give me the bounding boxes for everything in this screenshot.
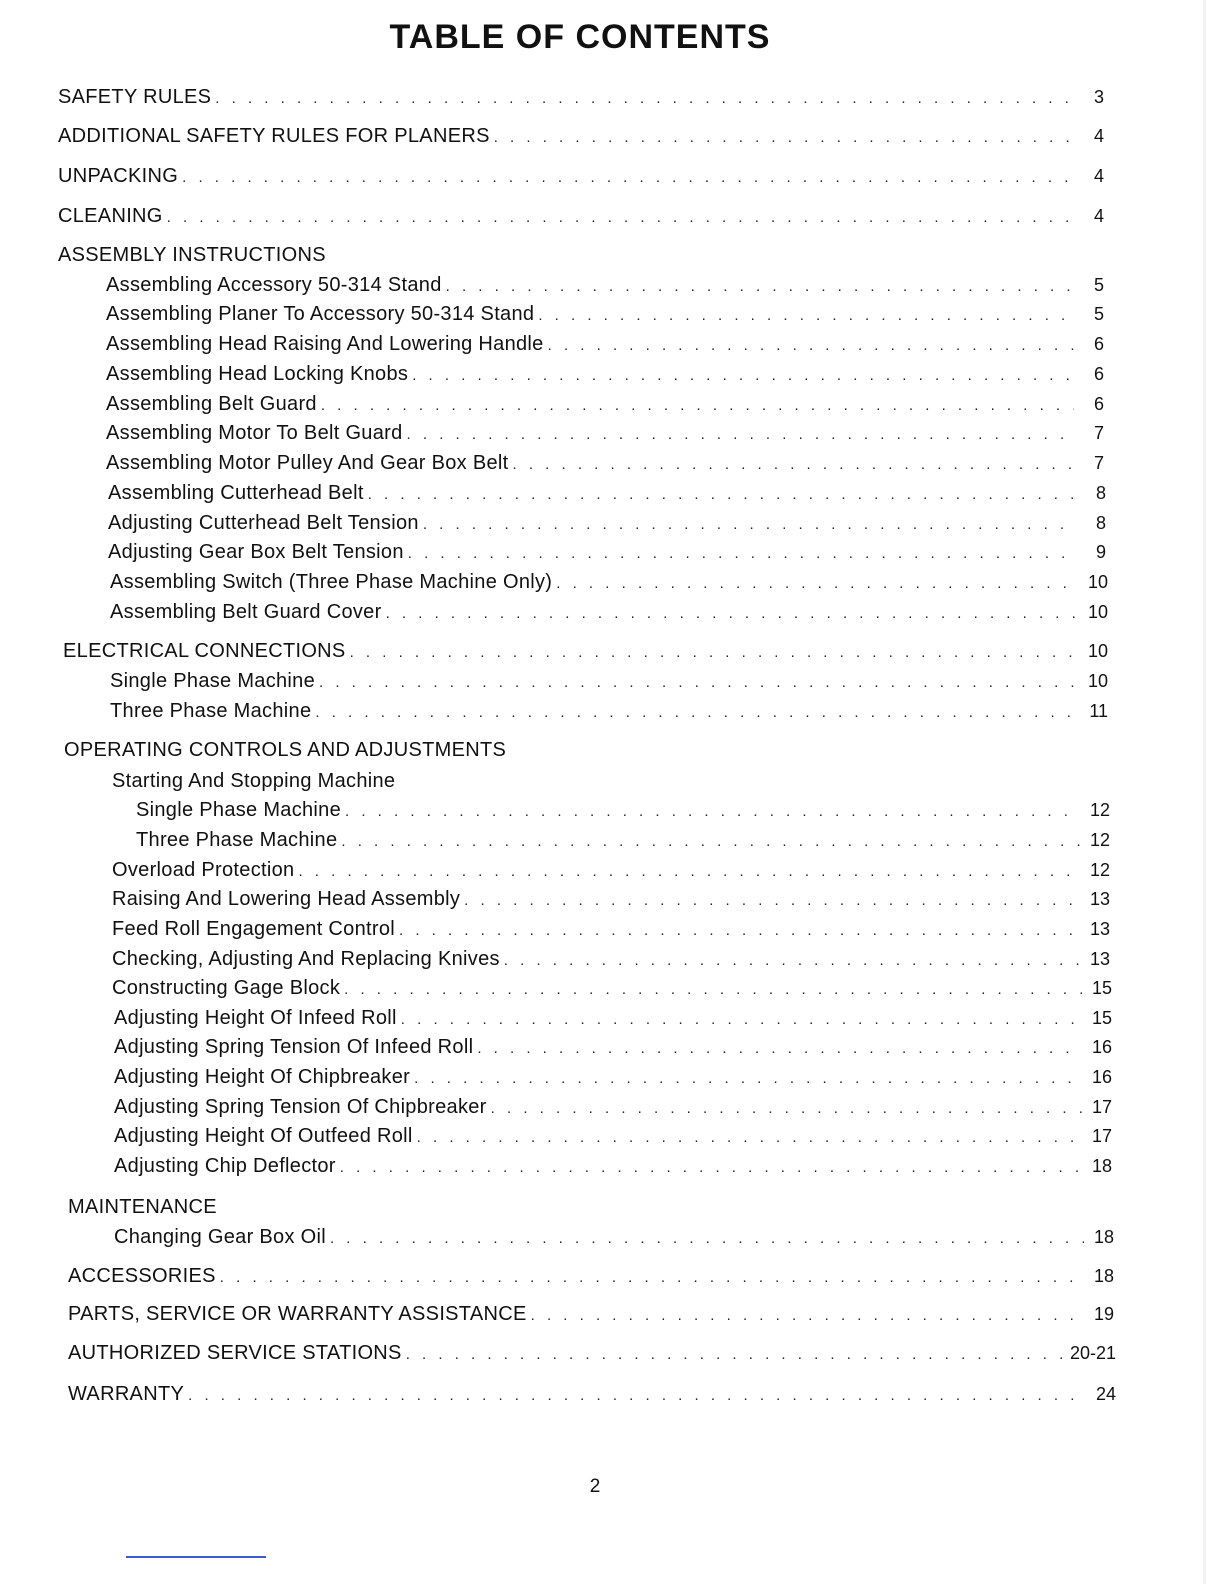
toc-entry-page: 17 [1091,1097,1112,1117]
toc-entry [112,888,1110,911]
toc-entry [106,422,1104,445]
toc-entry [136,829,1110,852]
toc-entry-page: 15 [1091,978,1112,998]
toc-entry [110,601,1108,624]
dot-leader [504,952,1080,969]
toc-entry-page: 7 [1093,453,1104,473]
toc-entry-page: 13 [1089,919,1110,939]
dot-leader [340,1159,1082,1176]
page-edge-shadow [1203,0,1206,1584]
toc-entry-label: Adjusting Chip Deflector [114,1155,336,1177]
toc-entry-page: 12 [1089,830,1110,850]
dot-leader [406,1346,1066,1363]
toc-entry-label: ACCESSORIES [68,1265,216,1287]
toc-entry-label: Checking, Adjusting And Replacing Knives [112,948,500,970]
toc-entry-page: 13 [1089,889,1110,909]
toc-entry-page: 4 [1093,166,1104,186]
toc-entry [108,512,1106,535]
toc-entry-label: Adjusting Height Of Chipbreaker [114,1066,411,1088]
dot-leader [556,575,1078,592]
toc-entry-label: Adjusting Spring Tension Of Infeed Roll [114,1036,474,1058]
toc-entry [68,1342,1116,1365]
toc-entry-label: Constructing Gage Block [112,977,341,999]
toc-entry [68,1303,1114,1326]
toc-entry-label: Three Phase Machine [136,829,338,851]
toc-entry-label: PARTS, SERVICE OR WARRANTY ASSISTANCE [68,1303,527,1325]
toc-entry-label: Adjusting Height Of Infeed Roll [114,1007,397,1029]
toc-entry-page: 5 [1093,275,1104,295]
dot-leader [412,367,1074,384]
dot-leader [368,486,1076,503]
toc-entry-page: 19 [1093,1304,1114,1324]
toc-entry-label: Assembling Belt Guard Cover [110,601,382,623]
toc-entry-label: ADDITIONAL SAFETY RULES FOR PLANERS [58,125,490,147]
toc-entry [114,1007,1112,1030]
toc-entry-label: Assembling Cutterhead Belt [108,482,364,504]
toc-entry [110,700,1108,723]
dot-leader [548,337,1074,354]
toc-entry [112,770,1108,793]
toc-entry-label: Assembling Motor To Belt Guard [106,422,403,444]
toc-entry [114,1096,1112,1119]
dot-leader [220,1269,1084,1286]
toc-entry [106,452,1104,475]
toc-entry [108,482,1106,505]
dot-leader [464,892,1080,909]
toc-entry-label: Changing Gear Box Oil [114,1226,326,1248]
toc-entry-label: Assembling Head Locking Knobs [106,363,409,385]
toc-entry [136,799,1110,822]
toc-entry [114,1036,1112,1059]
dot-leader [315,704,1078,721]
toc-entry-label: ASSEMBLY INSTRUCTIONS [58,244,326,266]
dot-leader [408,545,1076,562]
toc-entry-label: Assembling Head Raising And Lowering Handle [106,333,544,355]
toc-entry-page: 7 [1093,423,1104,443]
toc-entry-page: 15 [1091,1008,1112,1028]
dot-leader [414,1070,1082,1087]
dot-leader [494,129,1074,146]
toc-entry [112,918,1110,941]
toc-entry-label: Overload Protection [112,859,295,881]
toc-entry-page: 4 [1093,126,1104,146]
dot-leader [350,644,1078,661]
dot-leader [401,1011,1082,1028]
dot-leader [531,1307,1084,1324]
toc-entry-label: UNPACKING [58,165,179,187]
toc-entry [68,1383,1116,1406]
toc-entry [114,1066,1112,1089]
toc-entry-label: Assembling Planer To Accessory 50-314 Stand [106,303,535,325]
toc-entry-page: 9 [1095,542,1106,562]
toc-entry-page: 17 [1091,1126,1112,1146]
toc-entry [110,571,1108,594]
dot-leader [341,833,1080,850]
toc-entry [58,165,1104,188]
toc-entry-page: 18 [1091,1156,1112,1176]
toc-entry-label: MAINTENANCE [68,1196,217,1218]
dot-leader [446,278,1074,295]
toc-entry [106,333,1104,356]
toc-entry [108,541,1106,564]
page-title: TABLE OF CONTENTS [389,18,771,56]
dot-leader [298,863,1080,880]
toc-entry-label: Three Phase Machine [110,700,312,722]
toc-entry-page: 12 [1089,800,1110,820]
dot-leader [215,90,1074,107]
dot-leader [330,1230,1084,1247]
toc-entry [64,739,1108,762]
toc-entry-page: 12 [1089,860,1110,880]
toc-entry-page: 4 [1093,206,1104,226]
toc-entry-page: 18 [1093,1227,1114,1247]
toc-entry-label: WARRANTY [68,1383,185,1405]
page-number: 2 [589,1476,601,1497]
toc-entry-label: CLEANING [58,205,163,227]
toc-entry [58,244,1104,267]
toc-entry-page: 24 [1095,1384,1116,1404]
toc-entry [63,640,1108,663]
toc-entry-label: Starting And Stopping Machine [112,770,396,792]
dot-leader [538,307,1074,324]
toc-entry [58,86,1104,109]
toc-entry-page: 8 [1095,483,1106,503]
toc-entry [68,1265,1114,1288]
toc-entry-page: 8 [1095,513,1106,533]
dot-leader [319,674,1078,691]
toc-entry [58,125,1104,148]
scan-edge-line [126,1556,266,1558]
toc-entry-label: ELECTRICAL CONNECTIONS [63,640,346,662]
dot-leader [167,209,1074,226]
toc-entry [114,1125,1112,1148]
toc-entry-page: 10 [1087,602,1108,622]
toc-entry [106,393,1104,416]
dot-leader [182,169,1074,186]
toc-entry-page: 16 [1091,1037,1112,1057]
dot-leader [321,397,1074,414]
toc-entry [110,670,1108,693]
toc-entry [106,274,1104,297]
toc-entry-page: 11 [1089,701,1108,721]
toc-entry-label: AUTHORIZED SERVICE STATIONS [68,1342,402,1364]
toc-entry-page: 10 [1087,671,1108,691]
toc-entry-label: Assembling Motor Pulley And Gear Box Belt [106,452,509,474]
toc-entry-label: OPERATING CONTROLS AND ADJUSTMENTS [64,739,507,761]
toc-entry [58,205,1104,228]
toc-entry-label: Single Phase Machine [136,799,342,821]
toc-entry-page: 6 [1093,334,1104,354]
toc-entry-page: 16 [1091,1067,1112,1087]
toc-entry-page: 6 [1093,364,1104,384]
toc-entry-label: Assembling Accessory 50-314 Stand [106,274,442,296]
toc-entry-page: 20-21 [1069,1343,1116,1363]
toc-entry [112,948,1110,971]
dot-leader [386,605,1078,622]
dot-leader [345,803,1080,820]
dot-leader [399,922,1080,939]
toc-entry-label: Adjusting Height Of Outfeed Roll [114,1125,413,1147]
toc-entry-page: 10 [1087,641,1108,661]
toc-entry-label: Single Phase Machine [110,670,316,692]
toc-entry [114,1155,1112,1178]
toc-entry-label: Feed Roll Engagement Control [112,918,395,940]
toc-entry-page: 10 [1087,572,1108,592]
toc-entry-page: 5 [1093,304,1104,324]
toc-entry-page: 6 [1093,394,1104,414]
dot-leader [407,426,1074,443]
dot-leader [423,516,1076,533]
dot-leader [491,1100,1082,1117]
toc-entry-label: Assembling Belt Guard [106,393,317,415]
toc-entry [68,1196,1112,1219]
dot-leader [344,981,1082,998]
toc-entry-label: SAFETY RULES [58,86,212,108]
dot-leader [513,456,1075,473]
toc-entry-label: Adjusting Spring Tension Of Chipbreaker [114,1096,487,1118]
dot-leader [477,1040,1082,1057]
toc-entry-label: Adjusting Gear Box Belt Tension [108,541,404,563]
dot-leader [417,1129,1082,1146]
toc-entry [114,1226,1114,1249]
toc-entry-page: 3 [1093,87,1104,107]
toc-entry-label: Adjusting Cutterhead Belt Tension [108,512,419,534]
toc-entry [112,859,1110,882]
toc-entry-label: Raising And Lowering Head Assembly [112,888,461,910]
toc-entry-page: 18 [1093,1266,1114,1286]
toc-entry-label: Assembling Switch (Three Phase Machine Only) [110,571,553,593]
toc-entry [106,303,1104,326]
toc-entry-page: 13 [1089,949,1110,969]
toc-entry [112,977,1112,1000]
dot-leader [188,1387,1086,1404]
toc-entry [106,363,1104,386]
